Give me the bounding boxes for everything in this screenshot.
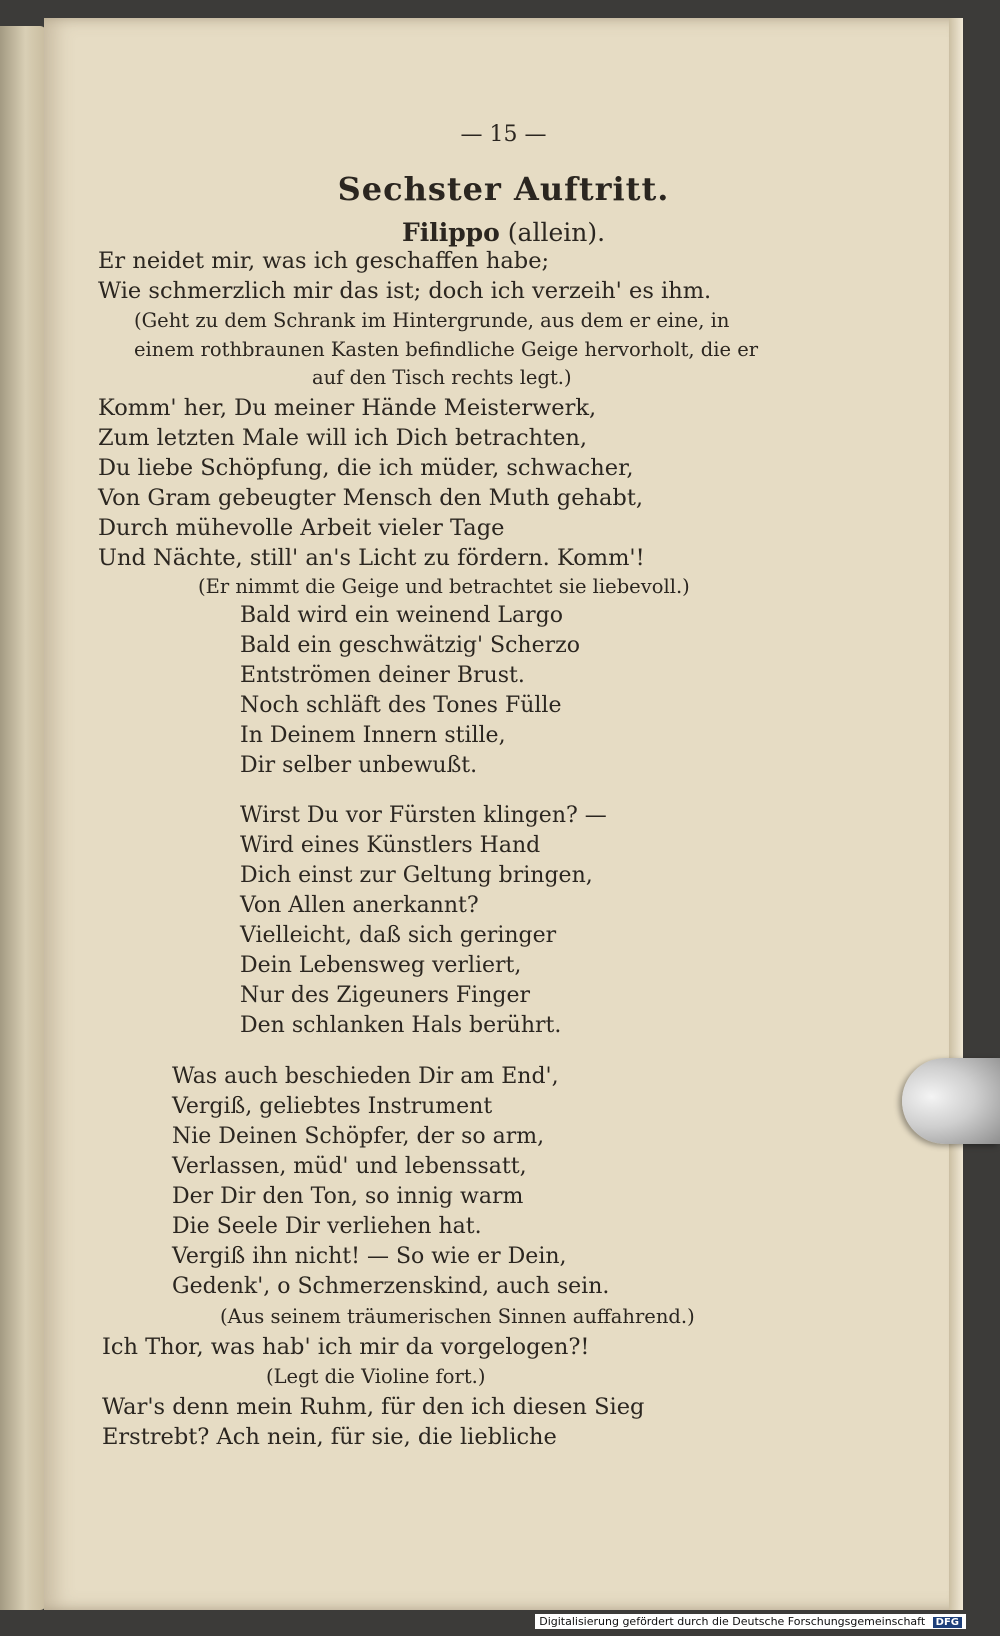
verse-line: Komm' her, Du meiner Hände Meisterwerk, [98,395,597,421]
verse-line: In Deinem Innern stille, [240,723,506,748]
verse-line: Von Allen anerkannt? [240,893,479,918]
page-edge-strip [949,18,963,1610]
verse-line: Entströmen deiner Brust. [240,663,525,688]
stage-direction: einem rothbraunen Kasten befindliche Geige hervorholt, die er [134,338,759,361]
funding-footer [535,1614,966,1629]
verse-line: Dein Lebensweg verliert, [240,953,522,978]
verse-line: Wird eines Künstlers Hand [240,833,541,858]
verse-line: Bald wird ein weinend Largo [240,603,563,628]
verse-line: War's denn mein Ruhm, für den ich diesen Sieg [102,1394,645,1420]
verse-line: Du liebe Schöpfung, die ich müder, schwacher, [98,455,634,481]
verse-line: Verlassen, müd' und lebenssatt, [172,1154,527,1179]
verse-line: Dir selber unbewußt. [240,753,478,778]
stage-direction: (Er nimmt die Geige und betrachtet sie liebevoll.) [198,575,690,598]
verse-line: Die Seele Dir verliehen hat. [172,1214,482,1239]
book-page [44,18,963,1610]
verse-line: Zum letzten Male will ich Dich betrachten, [98,425,588,451]
page-number: — 15 — [460,122,547,147]
scene-title: Sechster Auftritt. [337,170,670,208]
verse-line: Bald ein geschwätzig' Scherzo [240,633,580,658]
verse-line: Den schlanken Hals berührt. [240,1013,562,1038]
footer-text: Digitalisierung gefördert durch die Deutsche Forschungsgemeinschaft [539,1615,926,1628]
stage-direction: (Geht zu dem Schrank im Hintergrunde, aus dem er eine, in [134,309,730,332]
verse-line: Gedenk', o Schmerzenskind, auch sein. [172,1274,610,1299]
verse-line: Er neidet mir, was ich geschaffen habe; [98,248,550,274]
facing-page-edge [0,26,46,1610]
verse-line: Von Gram gebeugter Mensch den Muth gehabt, [98,485,644,511]
verse-line: Erstrebt? Ach nein, für sie, die liebliche [102,1424,557,1450]
verse-line: Und Nächte, still' an's Licht zu fördern. Komm'! [98,545,645,571]
speaker-heading [44,218,963,247]
verse-line: Vielleicht, daß sich geringer [240,923,557,948]
dfg-logo-icon: DFG [933,1617,962,1628]
stage-direction: (Legt die Violine fort.) [266,1365,486,1388]
verse-line: Vergiß ihn nicht! — So wie er Dein, [172,1244,567,1269]
verse-line: Noch schläft des Tones Fülle [240,693,562,718]
verse-line: Der Dir den Ton, so innig warm [172,1184,524,1209]
verse-line: Ich Thor, was hab' ich mir da vorgelogen?! [102,1334,590,1360]
verse-line: Durch mühevolle Arbeit vieler Tage [98,515,505,541]
stage-direction: auf den Tisch rechts legt.) [312,366,572,389]
verse-line: Dich einst zur Geltung bringen, [240,863,593,888]
verse-line: Nur des Zigeuners Finger [240,983,530,1008]
verse-line: Wie schmerzlich mir das ist; doch ich verzeih' es ihm. [98,278,712,304]
stage-direction: (Aus seinem träumerischen Sinnen auffahrend.) [220,1305,695,1328]
speaker-name: Filippo [401,218,500,247]
page-clip [902,1058,1000,1144]
verse-line: Nie Deinen Schöpfer, der so arm, [172,1124,545,1149]
verse-line: Wirst Du vor Fürsten klingen? — [240,803,607,828]
verse-line: Vergiß, geliebtes Instrument [172,1094,493,1119]
speaker-note: (allein). [507,218,606,247]
verse-line: Was auch beschieden Dir am End', [172,1064,559,1089]
